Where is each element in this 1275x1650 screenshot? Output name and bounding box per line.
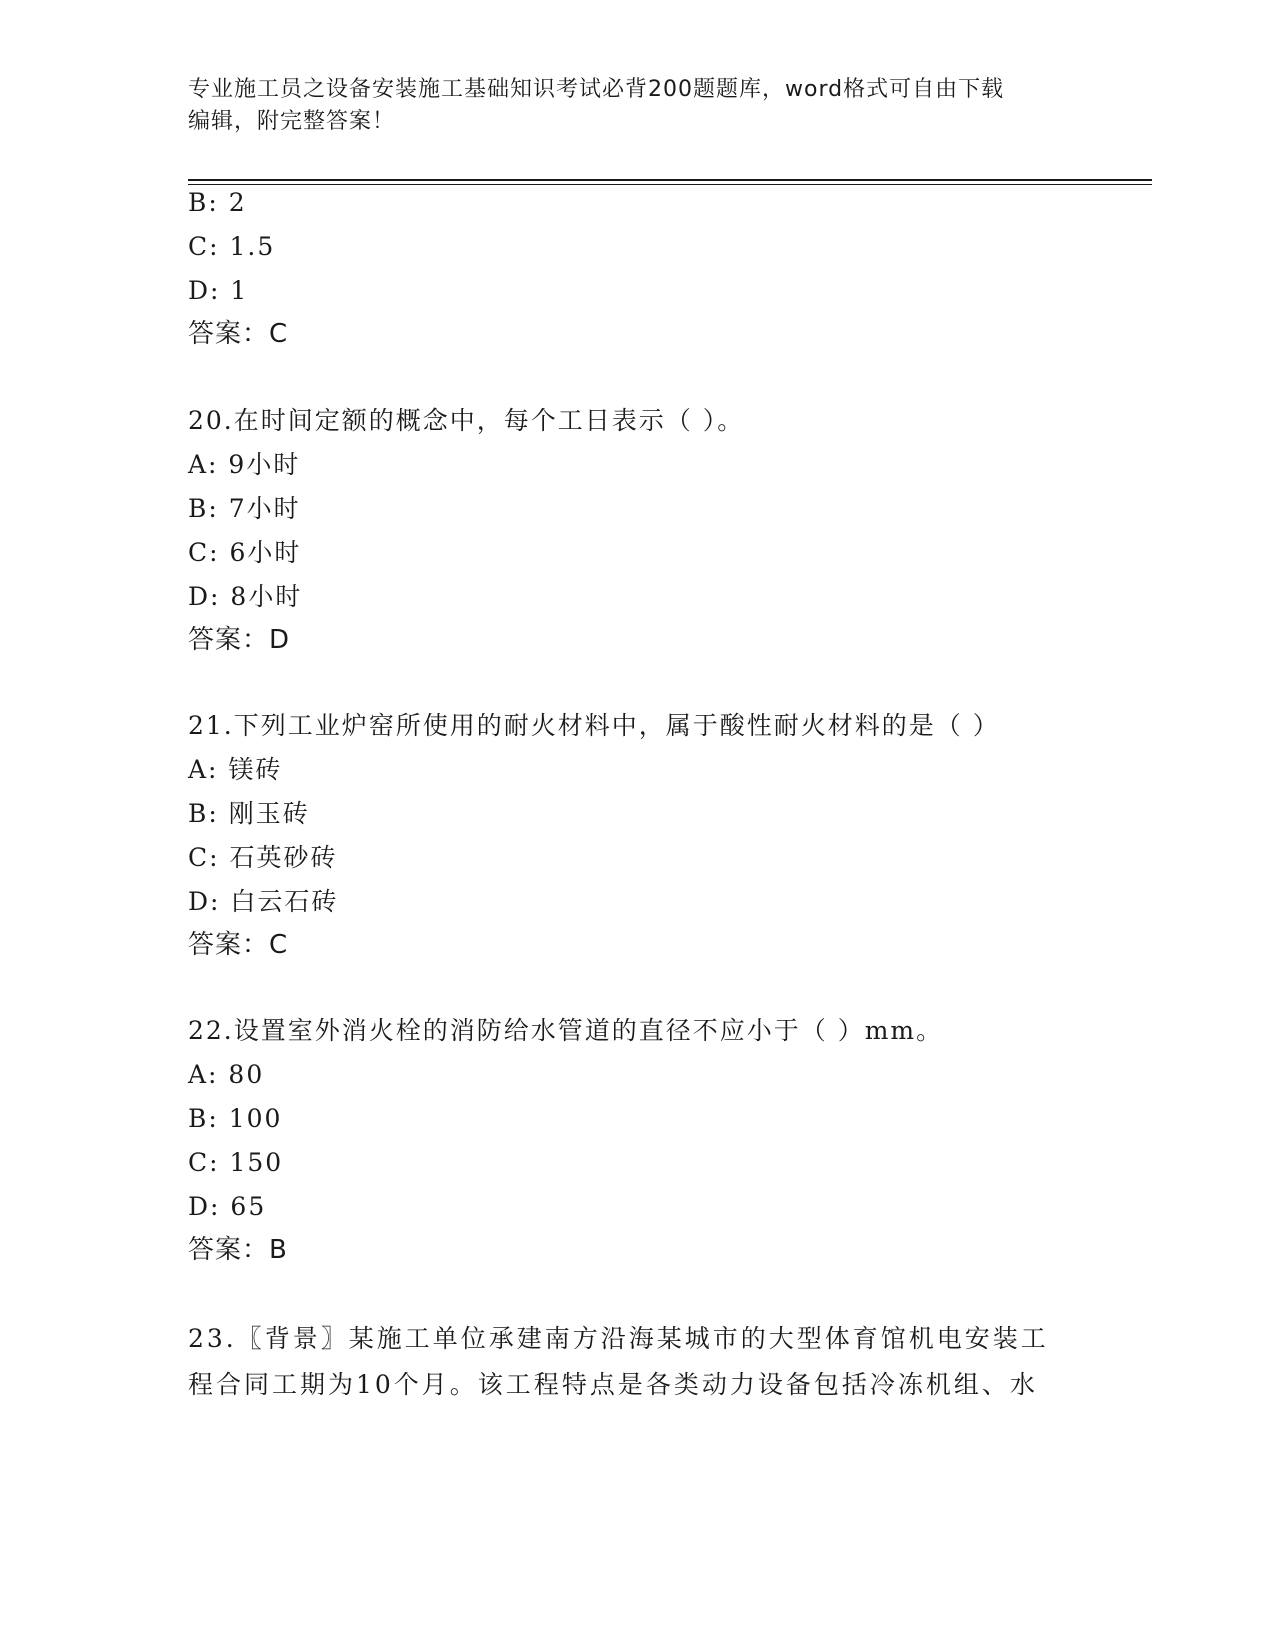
q22-option-a: A: 80 bbox=[188, 1060, 265, 1089]
q22-option-d: D: 65 bbox=[188, 1192, 267, 1221]
header-title bbox=[188, 74, 1068, 138]
header-divider-thick bbox=[188, 179, 1152, 181]
q21-option-a: A: 镁砖 bbox=[188, 755, 283, 784]
q23-stem-line-2: 程合同工期为10个月。该工程特点是各类动力设备包括冷冻机组、水 bbox=[188, 1370, 1038, 1399]
q20-option-d: D: 8小时 bbox=[188, 582, 303, 611]
q23-stem bbox=[188, 1316, 1088, 1408]
q19-option-d: D: 1 bbox=[188, 276, 249, 305]
q21-answer: 答案：C bbox=[188, 930, 289, 960]
q23-stem-line-1: 23.〖背景〗某施工单位承建南方沿海某城市的大型体育馆机电安装工 bbox=[188, 1324, 1049, 1353]
header-title-line-1: 专业施工员之设备安装施工基础知识考试必背200题题库，word格式可自由下载 bbox=[188, 77, 1005, 102]
header-divider-thin bbox=[188, 184, 1152, 185]
q20-option-c: C: 6小时 bbox=[188, 538, 302, 567]
q22-stem: 22.设置室外消火栓的消防给水管道的直径不应小于（ ）mm。 bbox=[188, 1016, 944, 1045]
q20-answer: 答案：D bbox=[188, 625, 291, 655]
q20-option-a: A: 9小时 bbox=[188, 450, 301, 479]
q19-answer: 答案：C bbox=[188, 319, 289, 349]
q21-option-d: D: 白云石砖 bbox=[188, 887, 339, 916]
q21-option-c: C: 石英砂砖 bbox=[188, 843, 338, 872]
q19-option-b: B: 2 bbox=[188, 188, 247, 217]
header-title-line-2: 编辑，附完整答案！ bbox=[188, 109, 396, 134]
q22-option-b: B: 100 bbox=[188, 1104, 283, 1133]
q22-option-c: C: 150 bbox=[188, 1148, 284, 1177]
q21-option-b: B: 刚玉砖 bbox=[188, 799, 310, 828]
q22-answer: 答案：B bbox=[188, 1235, 288, 1265]
q20-option-b: B: 7小时 bbox=[188, 494, 301, 523]
q21-stem: 21.下列工业炉窑所使用的耐火材料中，属于酸性耐火材料的是（ ） bbox=[188, 711, 1000, 740]
q19-option-c: C: 1.5 bbox=[188, 232, 276, 261]
q20-stem: 20.在时间定额的概念中，每个工日表示（ ）。 bbox=[188, 406, 745, 435]
